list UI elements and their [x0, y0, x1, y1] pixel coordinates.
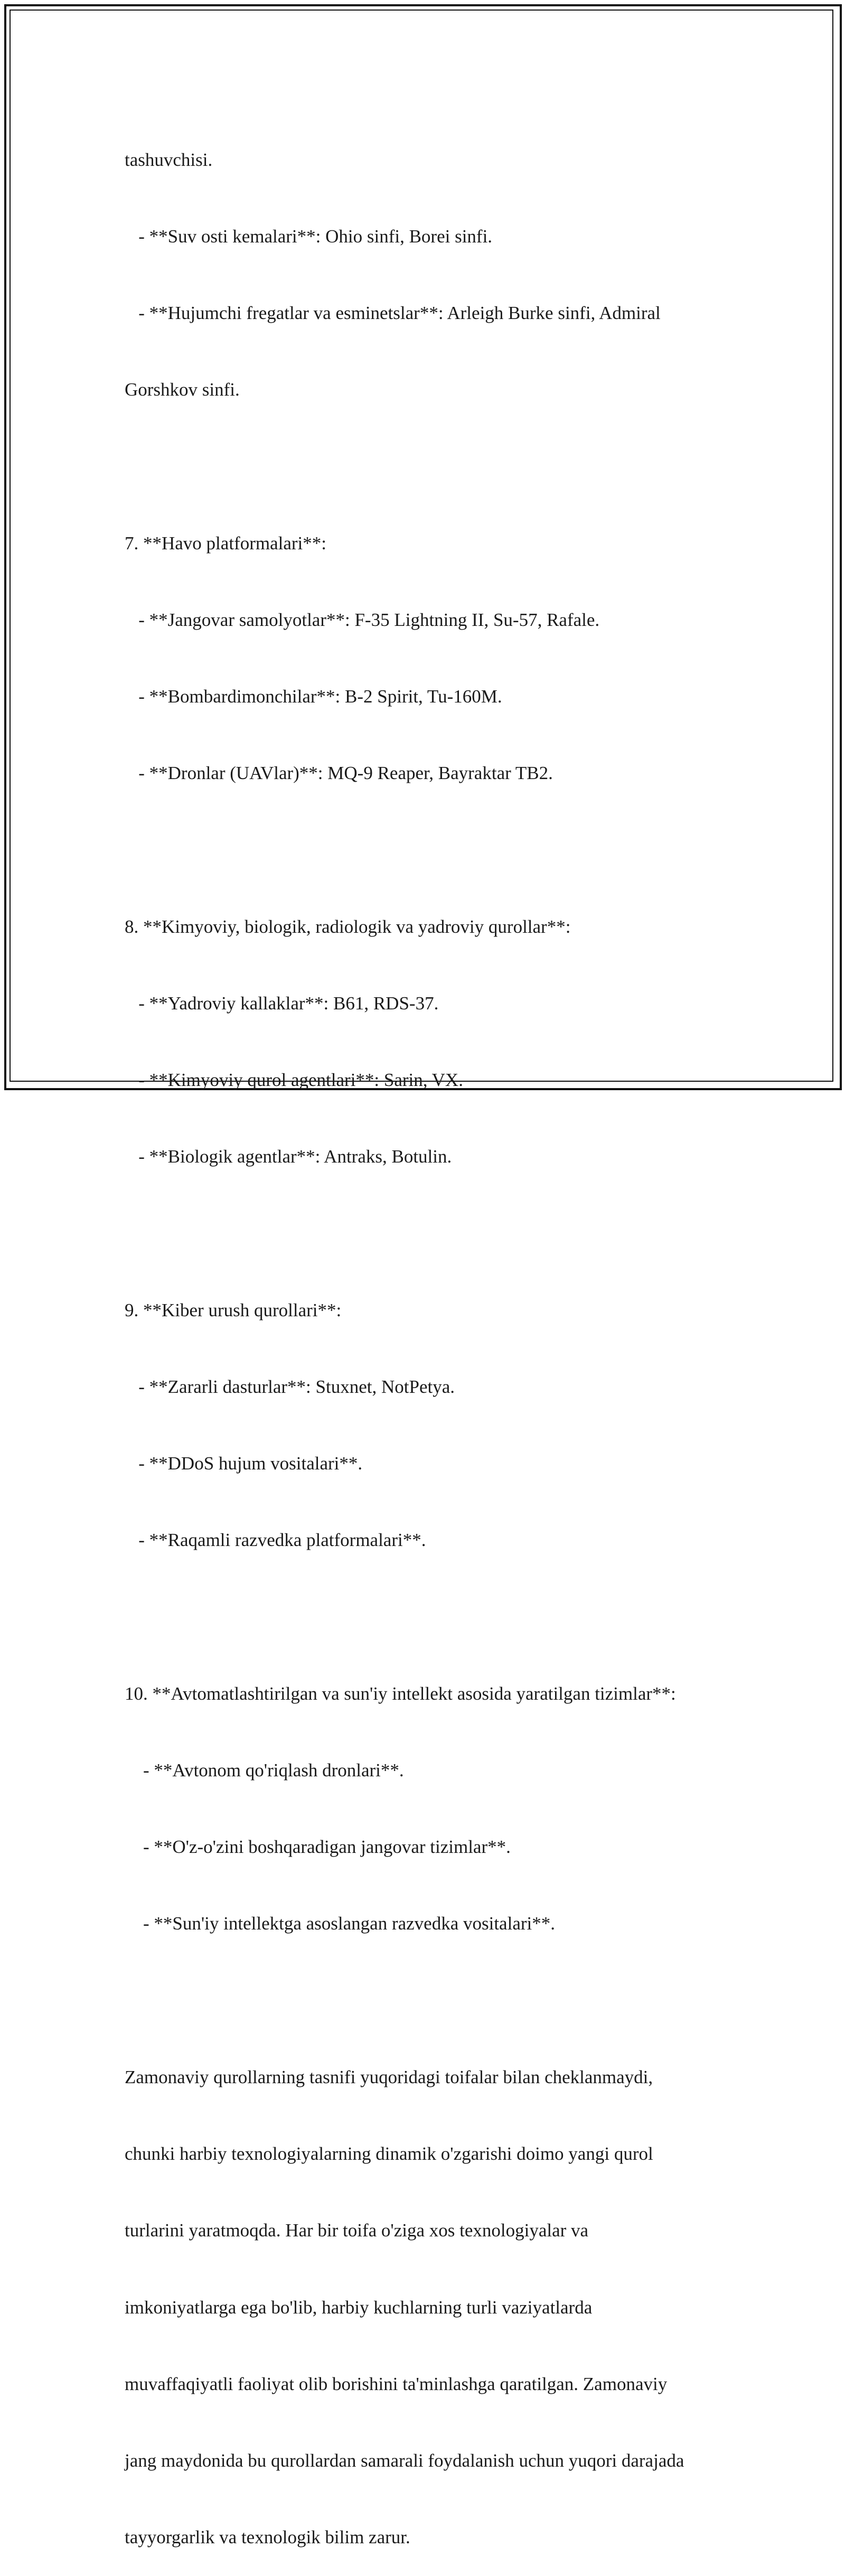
section-heading-7: 7. **Havo platformalari**:	[125, 532, 326, 554]
spacer	[125, 454, 721, 480]
paragraph-line: turlarini yaratmoqda. Har bir toifa o'ziga xos texnologiyalar va	[125, 2220, 589, 2241]
spacer	[125, 1988, 721, 2013]
section-heading-10: 10. **Avtomatlashtirilgan va sun'iy intellekt asosida yaratilgan tizimlar**:	[125, 1683, 676, 1704]
list-item-ai-recon: - **Sun'iy intellektga asoslangan razvedka vositalari**.	[125, 1913, 555, 1934]
paragraph-line: jang maydonida bu qurollardan samarali foydalanish uchun yuqori darajada	[125, 2450, 684, 2471]
list-item-submarines: - **Suv osti kemalari**: Ohio sinfi, Borei sinfi.	[125, 226, 493, 247]
section-heading-9: 9. **Kiber urush qurollari**:	[125, 1299, 342, 1320]
list-item-chemical-agents: - **Kimyoviy qurol agentlari**: Sarin, VX.	[125, 1070, 463, 1091]
paragraph-line: imkoniyatlarga ega bo'lib, harbiy kuchlarning turli vaziyatlarda	[125, 2297, 593, 2318]
spacer	[125, 1605, 721, 1630]
list-item-bombers: - **Bombardimonchilar**: B-2 Spirit, Tu-160M.	[125, 686, 502, 707]
document-body	[125, 96, 721, 2576]
list-item-nuclear-warheads: - **Yadroviy kallaklar**: B61, RDS-37.	[125, 993, 439, 1014]
list-item-ddos: - **DDoS hujum vositalari**.	[125, 1453, 363, 1474]
list-item-drones: - **Dronlar (UAVlar)**: MQ-9 Reaper, Bayraktar TB2.	[125, 763, 553, 784]
list-item-autonomous-drones: - **Avtonom qo'riqlash dronlari**.	[125, 1760, 404, 1781]
paragraph-line: Zamonaviy qurollarning tasnifi yuqoridagi toifalar bilan cheklanmaydi,	[125, 2066, 653, 2087]
text-line: tashuvchisi.	[125, 149, 213, 170]
paragraph-line: chunki harbiy texnologiyalarning dinamik o'zgarishi doimo yangi qurol	[125, 2143, 653, 2165]
list-item-self-driving-systems: - **O'z-o'zini boshqaradigan jangovar tizimlar**.	[125, 1837, 511, 1858]
list-item-fighters: - **Jangovar samolyotlar**: F-35 Lightning II, Su-57, Rafale.	[125, 610, 600, 631]
list-item-digital-recon: - **Raqamli razvedka platformalari**.	[125, 1530, 426, 1551]
paragraph-line: tayyorgarlik va texnologik bilim zarur.	[125, 2527, 410, 2548]
list-item-malware: - **Zararli dasturlar**: Stuxnet, NotPetya.	[125, 1376, 455, 1398]
section-heading-8: 8. **Kimyoviy, biologik, radiologik va yadroviy qurollar**:	[125, 916, 571, 937]
text-line: Gorshkov sinfi.	[125, 379, 240, 400]
spacer	[125, 1221, 721, 1247]
paragraph-line: muvaffaqiyatli faoliyat olib borishini ta'minlashga qaratilgan. Zamonaviy	[125, 2373, 668, 2394]
list-item-frigates: - **Hujumchi fregatlar va esminetslar**: Arleigh Burke sinfi, Admiral	[125, 303, 661, 324]
list-item-biological-agents: - **Biologik agentlar**: Antraks, Botulin.	[125, 1146, 452, 1167]
spacer	[125, 838, 721, 863]
